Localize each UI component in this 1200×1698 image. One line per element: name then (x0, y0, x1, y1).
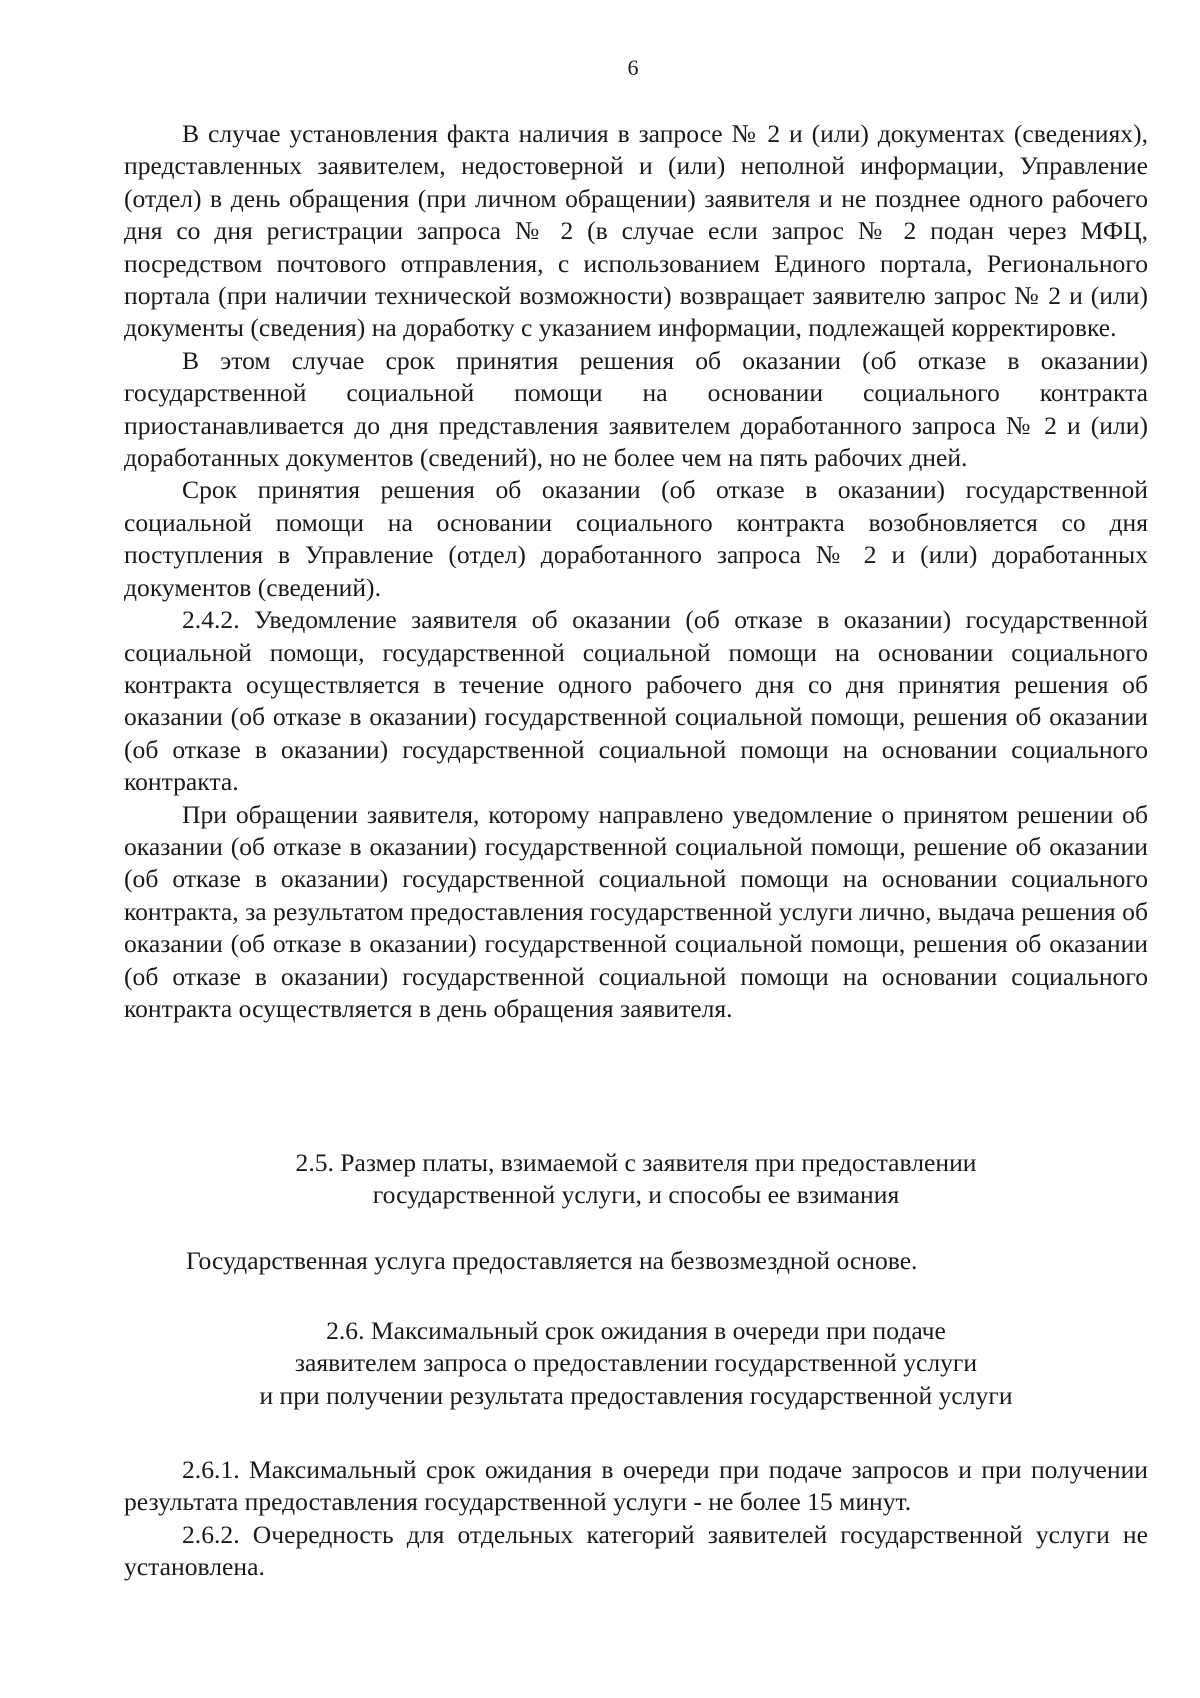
paragraph-2-6-2-priority: 2.6.2. Очередность для отдельных категорий заявителей государственной услуги не установлена. (124, 1519, 1148, 1582)
heading-line: государственной услуги, и способы ее взимания (372, 1180, 900, 1210)
section-heading-2-5 (124, 1147, 1148, 1212)
heading-line: и при получении результата предоставления государственной услуги (259, 1380, 1013, 1410)
heading-line: заявителем запроса о предоставлении государственной услуги (294, 1348, 978, 1378)
paragraph-decision-issuance: При обращении заявителя, которому направлено уведомление о принятом решении об оказании (об отказе в оказании) государственной социальной помощи, решение об оказании (об отказе в оказании) государственной социальной помощи на основании социального контракта, за результатом предоставления государственной услуги лично, выдача решения об оказании (об отказе в оказании) государственной социальной помощи, решения об оказании (об отказе в оказании) государственной социальной помощи на основании социального контракта осуществляется в день обращения заявителя. (124, 799, 1148, 1023)
page-number: 6 (627, 55, 639, 80)
body-text-block (124, 118, 1148, 1025)
section-2-6-text-block (124, 1454, 1148, 1584)
free-of-charge-statement: Государственная услуга предоставляется на безвозмездной основе. (186, 1246, 918, 1275)
paragraph-term-suspension: В этом случае срок принятия решения об оказании (об отказе в оказании) государственной социальной помощи на основании социального контракта приостанавливается до дня представления заявителем доработанного запроса № 2 и (или) доработанных документов (сведений), но не более чем на пять рабочих дней. (124, 345, 1148, 473)
section-heading-2-6 (124, 1315, 1148, 1412)
paragraph-2-4-2-notification: 2.4.2. Уведомление заявителя об оказании (об отказе в оказании) государственной социальной помощи, государственной социальной помощи на основании социального контракта осуществляется в течение одного рабочего дня со дня принятия решения об оказании (об отказе в оказании) государственной социальной помощи, решения об оказании (об отказе в оказании) государственной социальной помощи на основании социального контракта. (124, 605, 1148, 797)
paragraph-term-resumption: Срок принятия решения об оказании (об отказе в оказании) государственной социальной помощи на основании социального контракта возобновляется со дня поступления в Управление (отдел) доработанного запроса № 2 и (или) доработанных документов (сведений). (124, 475, 1148, 602)
heading-line: 2.6. Максимальный срок ожидания в очереди при подаче (326, 1316, 946, 1345)
paragraph-return-for-revision: В случае установления факта наличия в запросе № 2 и (или) документах (сведениях), представленных заявителем, недостоверной и (или) неполной информации, Управление (отдел) в день обращения (при личном обращении) заявителя и не позднее одного рабочего дня со дня регистрации запроса № 2 (в случае если запрос № 2 подан через МФЦ, посредством почтового отправления, с использованием Единого портала, Регионального портала (при наличии технической возможности) возвращает заявителю запрос № 2 и (или) документы (сведения) на доработку с указанием информации, подлежащей корректировке. (124, 119, 1148, 343)
heading-line: 2.5. Размер платы, взимаемой с заявителя при предоставлении (295, 1148, 977, 1177)
paragraph-2-6-1-max-wait: 2.6.1. Максимальный срок ожидания в очереди при подаче запросов и при получении результата предоставления государственной услуги - не более 15 минут. (124, 1455, 1148, 1517)
